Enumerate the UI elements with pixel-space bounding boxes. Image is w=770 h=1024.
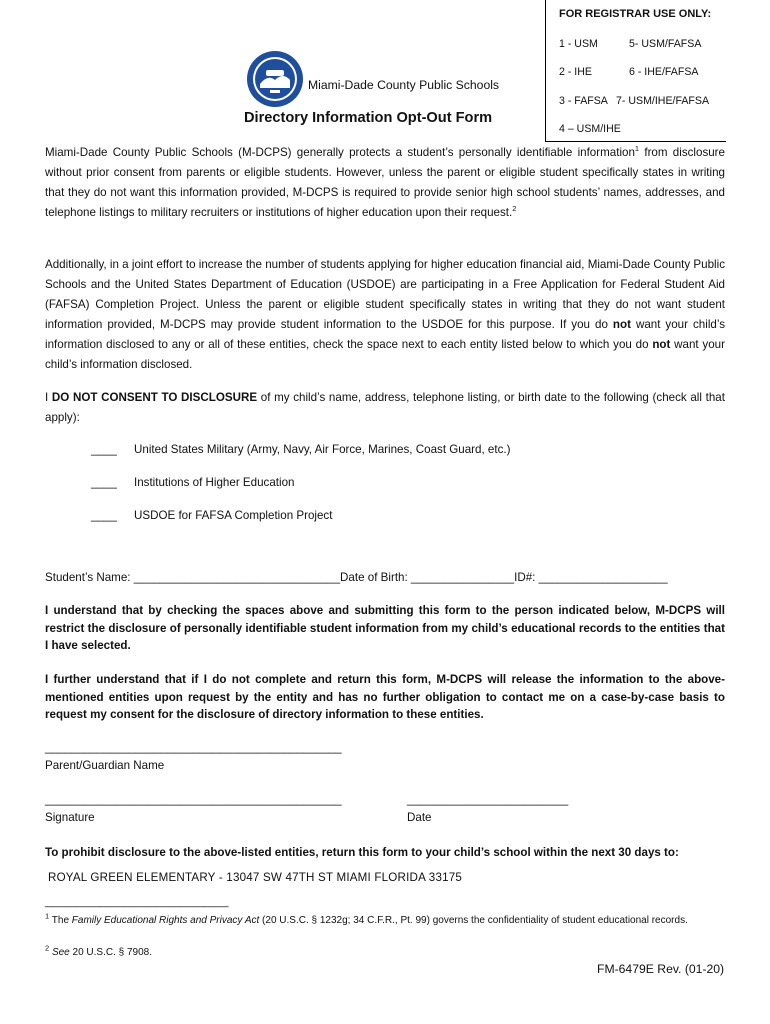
option-label: USDOE for FAFSA Completion Project bbox=[134, 509, 333, 522]
organization-name: Miami-Dade County Public Schools bbox=[308, 78, 500, 92]
student-info-line[interactable]: Student’s Name: ________________________________Date of Birth: ________________ID#: ____________________ bbox=[45, 571, 668, 584]
option-label: United States Military (Army, Navy, Air Force, Marines, Coast Guard, etc.) bbox=[134, 443, 511, 456]
intro-paragraph: Miami-Dade County Public Schools (M-DCPS) generally protects a student’s personally identifiable information$^1$ from disclosure without prior consent from parents or eligible students. However, unless the parent or eligible student specifically states in writing that they do not want this information provided, M-DCPS is required to provide senior high school students’ names, addresses, and telephone listings to military recruiters or institutions of higher education upon their request.$^2$ bbox=[45, 144, 725, 219]
checkbox-blank[interactable]: ____ bbox=[91, 509, 117, 522]
option-higher-education[interactable] bbox=[91, 476, 295, 489]
registrar-code: 4 – USM/IHE bbox=[559, 123, 621, 135]
consent-statement: I DO NOT CONSENT TO DISCLOSURE of my child’s name, address, telephone listing, or birth date to the following (check all that apply): bbox=[45, 391, 725, 424]
registrar-code: 3 - FAFSA bbox=[559, 95, 608, 107]
signature-label: Signature bbox=[45, 811, 95, 824]
option-military[interactable] bbox=[91, 443, 511, 456]
form-number: FM-6479E Rev. (01-20) bbox=[597, 962, 725, 976]
registrar-title: FOR REGISTRAR USE ONLY: bbox=[559, 8, 712, 20]
date-label: Date bbox=[407, 811, 432, 824]
footnote-rule: ______________________________ bbox=[45, 896, 229, 908]
guardian-name-line[interactable]: ______________________________________________ bbox=[45, 741, 342, 754]
option-label: Institutions of Higher Education bbox=[134, 476, 295, 489]
footnote-1: $^1$ The Family Educational Rights and Privacy Act (20 U.S.C. § 1232g; 34 C.F.R., Pt. 99) governs the confidentiality of student educational records. bbox=[45, 911, 688, 926]
registrar-code: 2 - IHE bbox=[559, 66, 592, 78]
understanding-statement-2: I further understand that if I do not complete and return this form, M-DCPS will release the information to the above-mentioned entities upon request by the entity and has no further obligation to contact me on a case-by-case basis to request my consent for the disclosure of directory information to these entities. bbox=[45, 673, 725, 721]
school-address: ROYAL GREEN ELEMENTARY - 13047 SW 47TH ST MIAMI FLORIDA 33175 bbox=[48, 871, 463, 884]
checkbox-blank[interactable]: ____ bbox=[91, 443, 117, 456]
registrar-code: 5- USM/FAFSA bbox=[629, 38, 702, 50]
date-line[interactable]: _________________________ bbox=[407, 793, 569, 806]
guardian-name-label: Parent/Guardian Name bbox=[45, 759, 165, 772]
registrar-box bbox=[545, 0, 726, 142]
signature-line[interactable]: ______________________________________________ bbox=[45, 793, 342, 806]
registrar-code: 6 - IHE/FAFSA bbox=[629, 66, 699, 78]
understanding-statement-1: I understand that by checking the spaces above and submitting this form to the person indicated below, M-DCPS will restrict the disclosure of personally identifiable student information from my child’s educational records to the entities that I have selected. bbox=[45, 604, 725, 652]
footnote-2: $^2$ See 20 U.S.C. § 7908. bbox=[45, 943, 153, 958]
district-seal-logo bbox=[246, 50, 304, 108]
page-title: Directory Information Opt-Out Form bbox=[244, 110, 493, 126]
checkbox-blank[interactable]: ____ bbox=[91, 476, 117, 489]
registrar-code: 1 - USM bbox=[559, 38, 598, 50]
return-instruction: To prohibit disclosure to the above-listed entities, return this form to your child’s school within the next 30 days to: bbox=[45, 846, 679, 859]
registrar-code: 7- USM/IHE/FAFSA bbox=[616, 95, 710, 107]
fafsa-paragraph: Additionally, in a joint effort to increase the number of students applying for higher education financial aid, Miami-Dade County Public Schools and the United States Department of Education (USDOE) are participating in a Free Application for Federal Student Aid (FAFSA) Completion Project. Unless the parent or eligible student specifically states in writing that they do not want student information provided, M-DCPS may provide student information to the USDOE for this purpose. If you do not want your child’s information disclosed to any or all of these entities, check the space next to each entity listed below to which you do not want your child’s information disclosed. bbox=[45, 258, 726, 371]
option-usdoe-fafsa[interactable] bbox=[91, 509, 333, 522]
